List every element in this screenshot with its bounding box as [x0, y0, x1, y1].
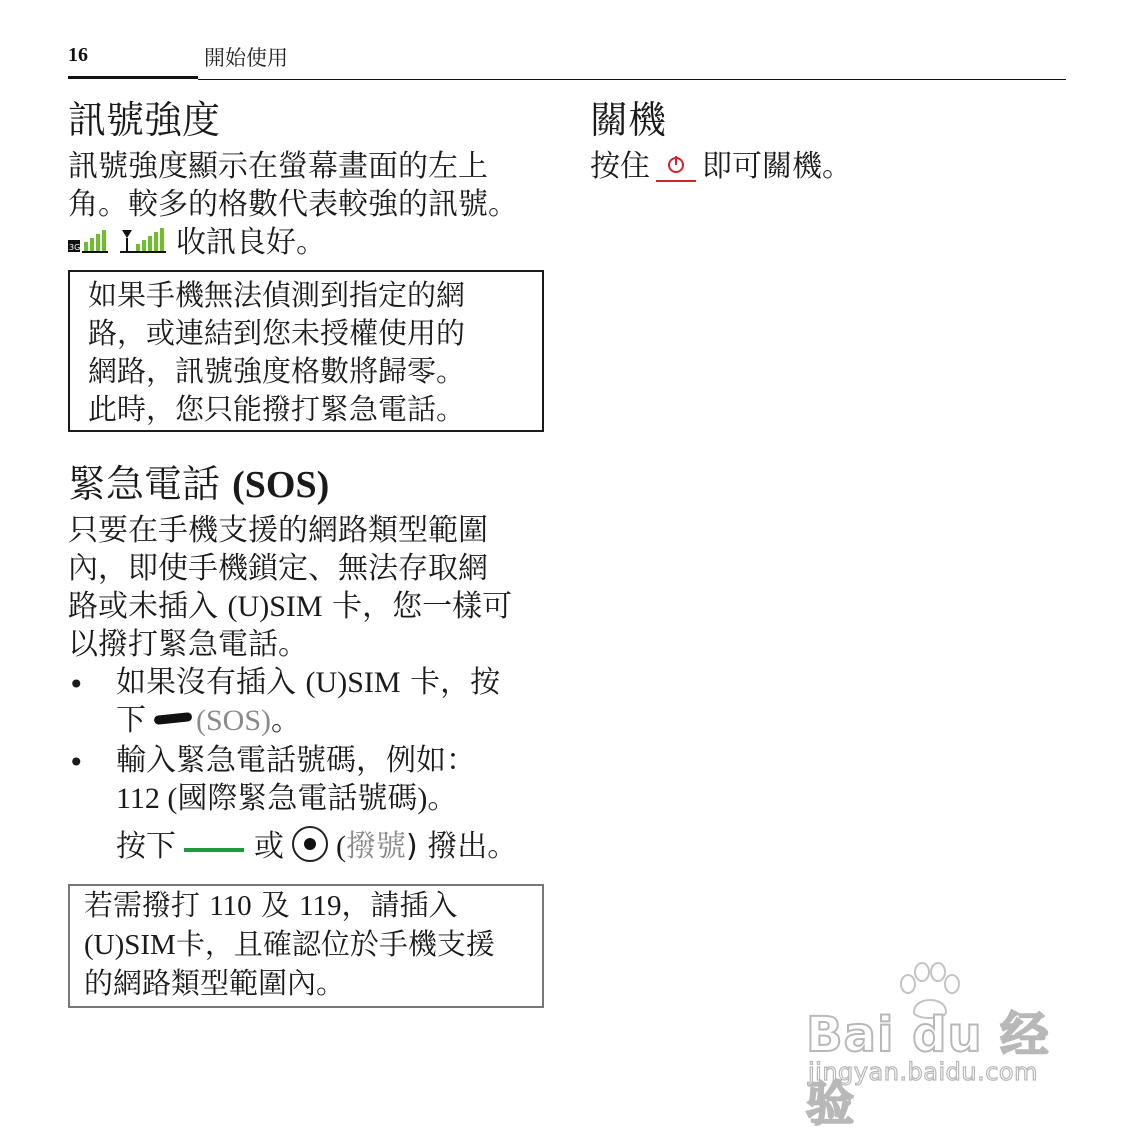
usim-text: (U)SIM [305, 666, 401, 699]
text: 即可關機。 [702, 149, 852, 184]
page-number: 16 [68, 44, 88, 66]
bullet-1-line2 [116, 702, 301, 740]
text: ，請插入 [341, 888, 458, 922]
text: 下 [116, 703, 146, 738]
signal-note-line: 路，或連結到您未授權使用的 [88, 316, 466, 350]
header-rule-thick [68, 76, 198, 79]
text: 及 [251, 888, 300, 922]
bullet-2-line3 [116, 826, 517, 866]
usim-text: (U)SIM [84, 929, 176, 961]
text: 112 ( [116, 782, 178, 815]
text: 路或未插入 [68, 589, 228, 624]
text: 國際緊急電話號碼 [177, 781, 418, 816]
text: 卡，且確認位於手機支援 [175, 927, 495, 961]
signal-text-line3 [68, 224, 326, 262]
sos-key-icon [154, 712, 193, 725]
text: 110 [209, 890, 252, 922]
sos-heading-text: 緊急電話 [68, 462, 233, 506]
signal-note-box [68, 270, 544, 432]
text: )。 [417, 782, 458, 815]
header-rule [198, 79, 1066, 80]
text: ) 撥出。 [406, 829, 518, 864]
signal-note-line: 如果手機無法偵測到指定的網 [88, 278, 466, 312]
sos-key-label: (SOS) [196, 704, 272, 737]
bullet: • [68, 746, 85, 779]
text: 按住 [590, 149, 650, 184]
center-key-icon [292, 826, 328, 862]
signal-hsdpa-icon [120, 226, 166, 252]
sos-note-line3: 的網路類型範圍內。 [84, 966, 346, 1000]
signal-text-line1: 訊號強度顯示在螢幕畫面的左上 [68, 149, 488, 184]
sos-note-line1 [84, 886, 542, 925]
sos-body-line: 以撥打緊急電話。 [68, 627, 308, 662]
svg-text:3G: 3G [69, 243, 81, 252]
power-key-icon [656, 150, 696, 182]
text: 119 [299, 890, 342, 922]
text: 按下 [116, 829, 176, 864]
signal-3g-icon [68, 226, 110, 252]
call-key-icon [184, 848, 244, 852]
bullet-2-line1: 輸入緊急電話號碼，例如： [116, 743, 476, 778]
text: ( [336, 830, 346, 863]
bullet-1-line1 [116, 664, 500, 702]
power-text [590, 148, 852, 186]
chapter-title: 開始使用 [204, 46, 288, 70]
sos-body-line: 只要在手機支援的網路類型範圍 [68, 513, 488, 548]
text: 。 [271, 703, 302, 738]
usim-text: (U)SIM [227, 590, 323, 623]
text: 卡，您一樣可 [322, 589, 513, 624]
sos-heading-latin: (SOS) [232, 464, 330, 506]
signal-text-line2: 角。較多的格數代表較強的訊號。 [68, 187, 518, 222]
text: 卡，按 [400, 665, 501, 700]
dial-label: 撥號 [346, 829, 406, 864]
text: 或 [254, 829, 284, 864]
baidu-watermark [806, 962, 1068, 1132]
bullet-2-line2 [116, 780, 457, 818]
sos-body-line: 內，即使手機鎖定、無法存取網 [68, 551, 488, 586]
sos-note-box [68, 884, 544, 1008]
watermark-brand: Bai du 经验 [806, 1007, 1050, 1132]
sos-note-line2 [84, 925, 542, 964]
bullet: • [68, 668, 85, 701]
watermark-url: jingyan.baidu.com [808, 1058, 1038, 1086]
signal-note-line: 網路，訊號強度格數將歸零。 [88, 354, 466, 388]
signal-note-line: 此時，您只能撥打緊急電話。 [88, 392, 466, 426]
power-heading: 關機 [590, 98, 667, 142]
signal-good-text: 收訊良好。 [176, 225, 326, 260]
text: 如果沒有插入 [116, 665, 306, 700]
sos-body-line [68, 588, 512, 626]
sos-heading [68, 464, 329, 507]
signal-heading: 訊號強度 [68, 98, 221, 142]
text: 若需撥打 [84, 888, 210, 922]
